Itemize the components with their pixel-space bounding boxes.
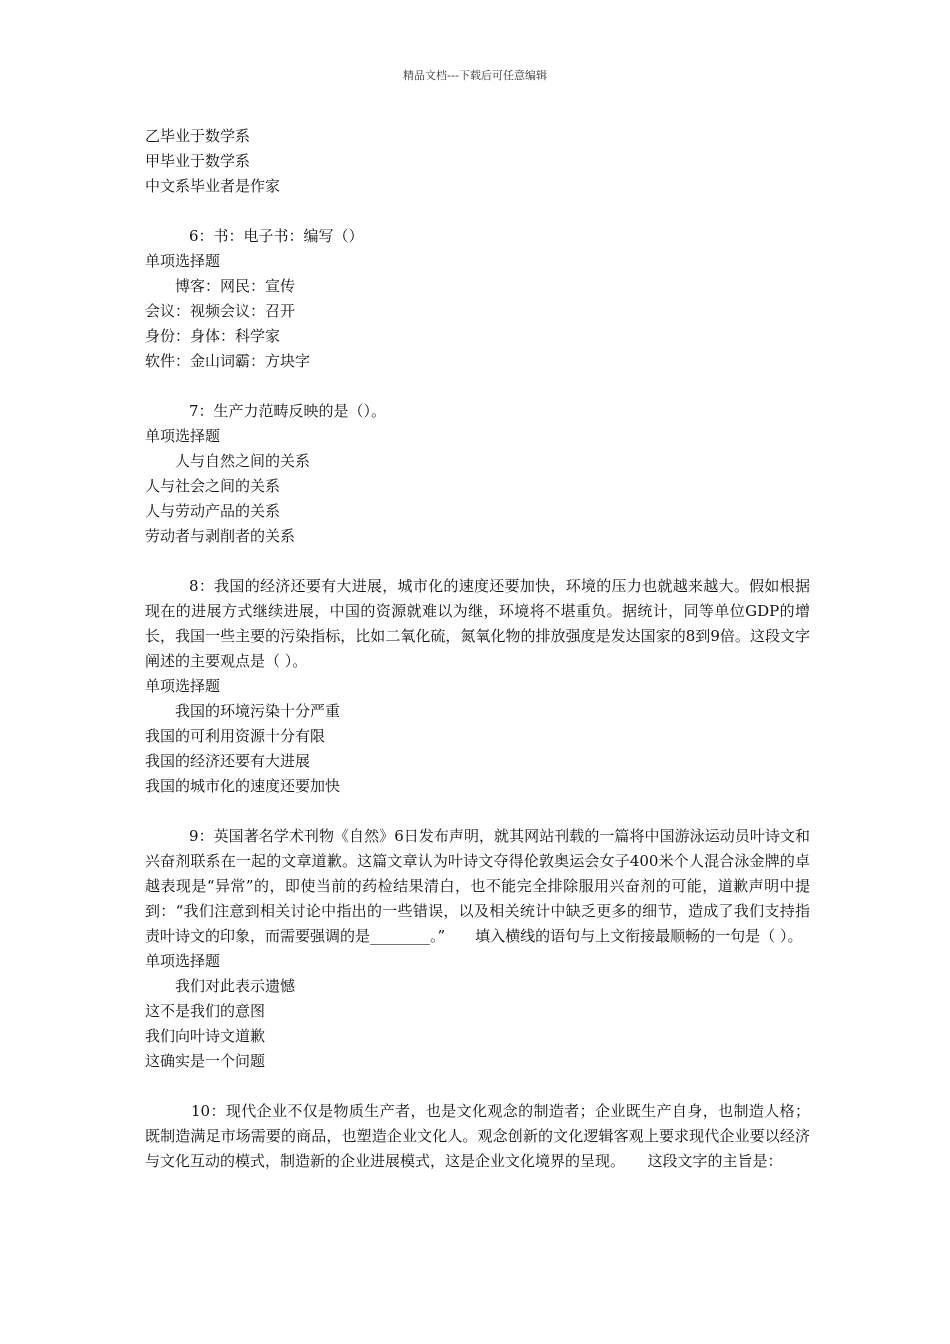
option-text: 人与劳动产品的关系 bbox=[145, 502, 281, 520]
question-type: 单项选择题 bbox=[145, 677, 221, 695]
question-text: 英国著名学术刊物《自然》6日发布声明，就其网站刊载的一篇将中国游泳运动员叶诗文和兴奋剂联系在一起的文章道歉。这篇文章认为叶诗文夺得伦敦奥运会女子400米个人混合泳金牌的卓越表现是“异常”的，即使当前的药检结果清白，也不能完全排除服用兴奋剂的可能，道歉声明中提到：“我们注意到相关讨论中指出的一些错误，以及相关统计中缺乏更多的细节，造成了我们支持指责叶诗文的印象，而需要强调的是________。” 填入横线的语句与上文衔接最顺畅的一句是（ ）。 bbox=[145, 827, 810, 945]
question-number: 8： bbox=[189, 577, 215, 595]
question-type: 单项选择题 bbox=[145, 252, 221, 270]
option-text: 身份：身体：科学家 bbox=[145, 327, 281, 345]
question-type: 单项选择题 bbox=[145, 952, 221, 970]
option-text: 我国的环境污染十分严重 bbox=[175, 702, 341, 720]
question-text: 书：电子书：编写（） bbox=[213, 227, 364, 245]
question-text: 生产力范畴反映的是（）。 bbox=[213, 402, 387, 420]
question-number: 6： bbox=[189, 227, 214, 245]
option-text: 会议：视频会议：召开 bbox=[145, 302, 296, 320]
option-text: 我国的可利用资源十分有限 bbox=[145, 727, 326, 745]
question-10-stem bbox=[145, 1099, 810, 1174]
option-text: 博客：网民：宣传 bbox=[175, 277, 296, 295]
question-text: 我国的经济还要有大进展，城市化的速度还要加快，环境的压力也就越来越大。假如根据现在的进展方式继续进展，中国的资源就难以为继，环境将不堪重负。据统计，同等单位GDP的增长，我国一些主要的污染指标，比如二氧化硫，氮氧化物的排放强度是发达国家的8到9倍。这段文字阐述的主要观点是（ ）。 bbox=[145, 577, 810, 670]
option-text: 人与自然之间的关系 bbox=[175, 452, 311, 470]
document-body bbox=[145, 124, 810, 1174]
option-text: 乙毕业于数学系 bbox=[145, 127, 251, 145]
option-text: 甲毕业于数学系 bbox=[145, 152, 251, 170]
option-text: 这确实是一个问题 bbox=[145, 1052, 266, 1070]
question-number: 10： bbox=[191, 1102, 226, 1120]
option-text: 我们向叶诗文道歉 bbox=[145, 1027, 266, 1045]
question-number: 9： bbox=[189, 827, 214, 845]
option-text: 人与社会之间的关系 bbox=[145, 477, 281, 495]
page-header: 精品文档---下载后可任意编辑 bbox=[403, 69, 547, 82]
question-7-stem bbox=[145, 399, 810, 424]
option-text: 劳动者与剥削者的关系 bbox=[145, 527, 296, 545]
question-9-stem bbox=[145, 824, 810, 949]
question-text: 现代企业不仅是物质生产者，也是文化观念的制造者；企业既生产自身，也制造人格；既制造满足市场需要的商品，也塑造企业文化人。观念创新的文化逻辑客观上要求现代企业要以经济与文化互动的模式，制造新的企业进展模式，这是企业文化境界的呈现。 这段文字的主旨是： bbox=[145, 1102, 810, 1170]
option-text: 我国的城市化的速度还要加快 bbox=[145, 777, 341, 795]
option-text: 这不是我们的意图 bbox=[145, 1002, 266, 1020]
option-text: 我国的经济还要有大进展 bbox=[145, 752, 311, 770]
option-text: 我们对此表示遗憾 bbox=[175, 977, 296, 995]
question-8-stem bbox=[145, 574, 810, 674]
option-text: 软件：金山词霸：方块字 bbox=[145, 352, 311, 370]
question-6-stem bbox=[145, 224, 810, 249]
question-type: 单项选择题 bbox=[145, 427, 221, 445]
option-text: 中文系毕业者是作家 bbox=[145, 177, 281, 195]
question-number: 7： bbox=[189, 402, 214, 420]
